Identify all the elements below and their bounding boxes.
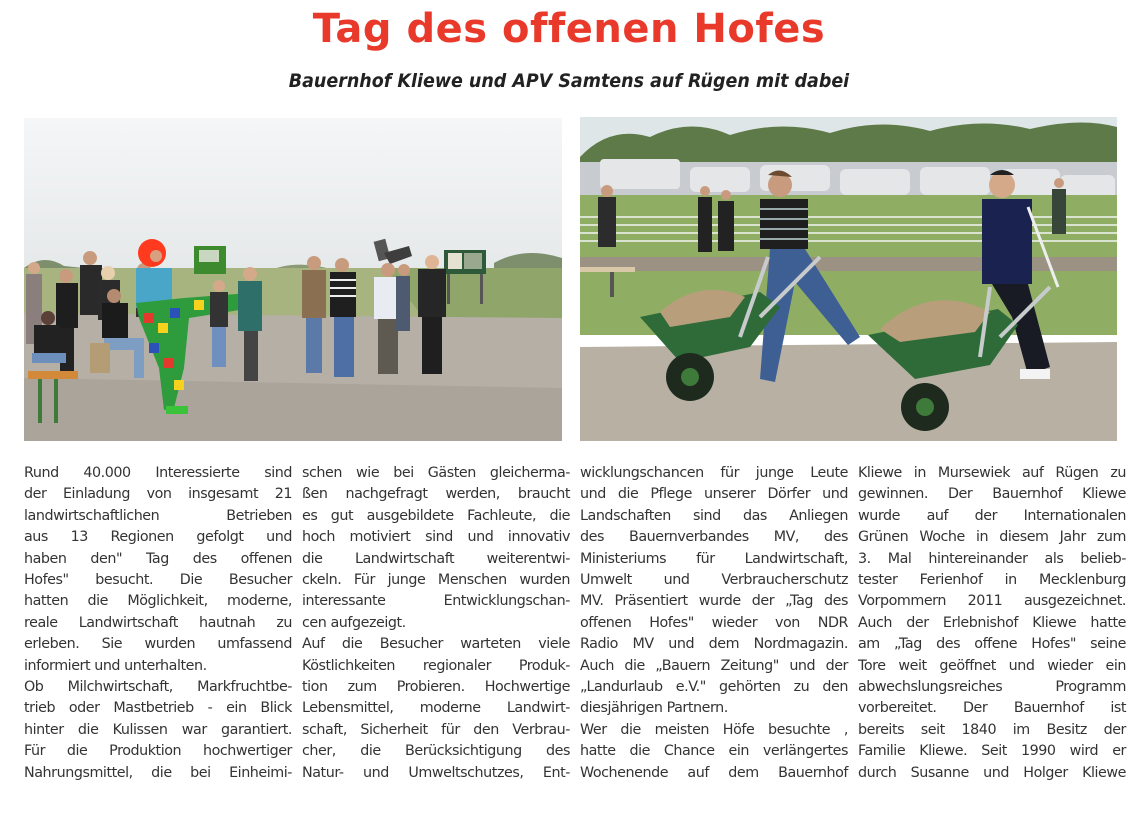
text-line: Grünen Woche in diesem Jahr zum: [858, 529, 1126, 546]
text-line: 3. Mal hintereinander als belieb-: [858, 550, 1126, 567]
text-line: es gut ausgebildete Fachleute, die: [302, 507, 570, 524]
text-line: Landschaften sind das Anliegen: [580, 507, 848, 524]
text-column-1: [24, 463, 292, 784]
photo-clown-illustration: [24, 118, 562, 441]
text-line: der Einladung von insgesamt 21: [24, 486, 292, 503]
text-line: Wer die meisten Höfe besuchte ,: [580, 721, 848, 738]
text-line: durch Susanne und Holger Kliewe: [858, 764, 1126, 781]
text-line: landwirtschaftlichen Betrieben: [24, 507, 292, 524]
text-line: abwechslungsreiches Programm: [858, 679, 1126, 696]
text-line: Auch die „Bauern Zeitung" und der: [580, 657, 848, 674]
text-line: Tore weit geöffnet und wieder ein: [858, 657, 1126, 674]
text-line: hatte die Chance ein verlängertes: [580, 743, 848, 760]
text-line: hoch motiviert sind und innovativ: [302, 529, 570, 546]
text-line: aus 13 Regionen gefolgt und: [24, 529, 292, 546]
text-column-3: [580, 463, 848, 784]
text-line: Ministeriums für Landwirtschaft,: [580, 550, 848, 567]
text-line: des Bauernverbandes MV, des: [580, 529, 848, 546]
photo-wheelbarrow-race: [580, 117, 1117, 441]
text-line: „Landurlaub e.V." gehörten zu den: [580, 679, 848, 696]
text-line: schen wie bei Gästen gleicherma-: [302, 465, 570, 481]
text-line: bereits seit 1840 im Besitz der: [858, 721, 1126, 738]
text-line: ßen nachgefragt werden, braucht: [302, 486, 570, 503]
text-line: wicklungschancen für junge Leute: [580, 465, 848, 481]
text-line: ckeln. Für junge Menschen wurden: [302, 572, 570, 589]
text-line: offenen Hofes" wieder von NDR: [580, 614, 848, 631]
text-column-2: [302, 463, 570, 784]
text-line: vorbereitet. Der Bauernhof ist: [858, 700, 1126, 717]
text-line: erleben. Sie wurden umfassend: [24, 636, 292, 653]
text-line: tion zum Probieren. Hochwertige: [302, 679, 570, 696]
text-line: haben den" Tag des offenen: [24, 550, 292, 567]
article-subtitle: Bauernhof Kliewe und APV Samtens auf Rügen mit dabei: [288, 70, 850, 92]
text-line: tester Ferienhof in Mecklenburg: [858, 572, 1126, 589]
text-line: und die Pflege unserer Dörfer und: [580, 486, 848, 503]
text-line: cher, die Berücksichtigung des: [302, 743, 570, 760]
text-line: interessante Entwicklungschan-: [302, 593, 570, 610]
text-line: Für die Produktion hochwertiger: [24, 743, 292, 760]
text-line: wurde auf der Internationalen: [858, 507, 1126, 524]
text-line: Auf die Besucher warteten viele: [302, 636, 570, 653]
text-line: gewinnen. Der Bauernhof Kliewe: [858, 486, 1126, 503]
photo-clown-boot-throw: [24, 118, 562, 441]
text-line: die Landwirtschaft weiterentwi-: [302, 550, 570, 567]
text-line: reale Landwirtschaft hautnah zu: [24, 614, 292, 631]
text-line: Umwelt und Verbraucherschutz: [580, 572, 848, 589]
text-line: Wochenende auf dem Bauernhof: [580, 764, 848, 781]
text-line: MV. Präsentiert wurde der „Tag des: [580, 593, 848, 610]
photo-wheelbarrow-illustration: [580, 117, 1117, 441]
text-line: Köstlichkeiten regionaler Produk-: [302, 657, 570, 674]
text-line: informiert und unterhalten.: [24, 657, 207, 674]
text-line: hatten die Möglichkeit, moderne,: [24, 593, 292, 610]
text-line: Radio MV und dem Nordmagazin.: [580, 636, 848, 653]
text-line: Vorpommern 2011 ausgezeichnet.: [858, 593, 1126, 610]
text-line: Familie Kliewe. Seit 1990 wird er: [858, 743, 1126, 760]
text-line: am „Tag des offene Hofes" seine: [858, 636, 1126, 653]
text-line: Auch der Erlebnishof Kliewe hatte: [858, 614, 1126, 631]
text-line: cen aufgezeigt.: [302, 614, 406, 631]
text-line: diesjährigen Partnern.: [580, 700, 728, 717]
text-line: schaft, Sicherheit für den Verbrau-: [302, 721, 570, 738]
text-line: hinter die Kulissen war garantiert.: [24, 721, 292, 738]
text-line: Ob Milchwirtschaft, Markfruchtbe-: [24, 679, 292, 696]
text-line: Lebensmittel, moderne Landwirt-: [302, 700, 570, 717]
article-title: Tag des offenen Hofes: [312, 6, 826, 52]
text-line: Nahrungsmittel, die bei Einheimi-: [24, 764, 292, 781]
text-line: trieb oder Mastbetrieb - ein Blick: [24, 700, 292, 717]
text-column-4: [858, 463, 1126, 784]
text-line: Kliewe in Mursewiek auf Rügen zu: [858, 465, 1126, 481]
text-line: Hofes" besucht. Die Besucher: [24, 572, 292, 589]
text-line: Natur- und Umweltschutzes, Ent-: [302, 764, 570, 781]
text-line: Rund 40.000 Interessierte sind: [24, 465, 292, 481]
